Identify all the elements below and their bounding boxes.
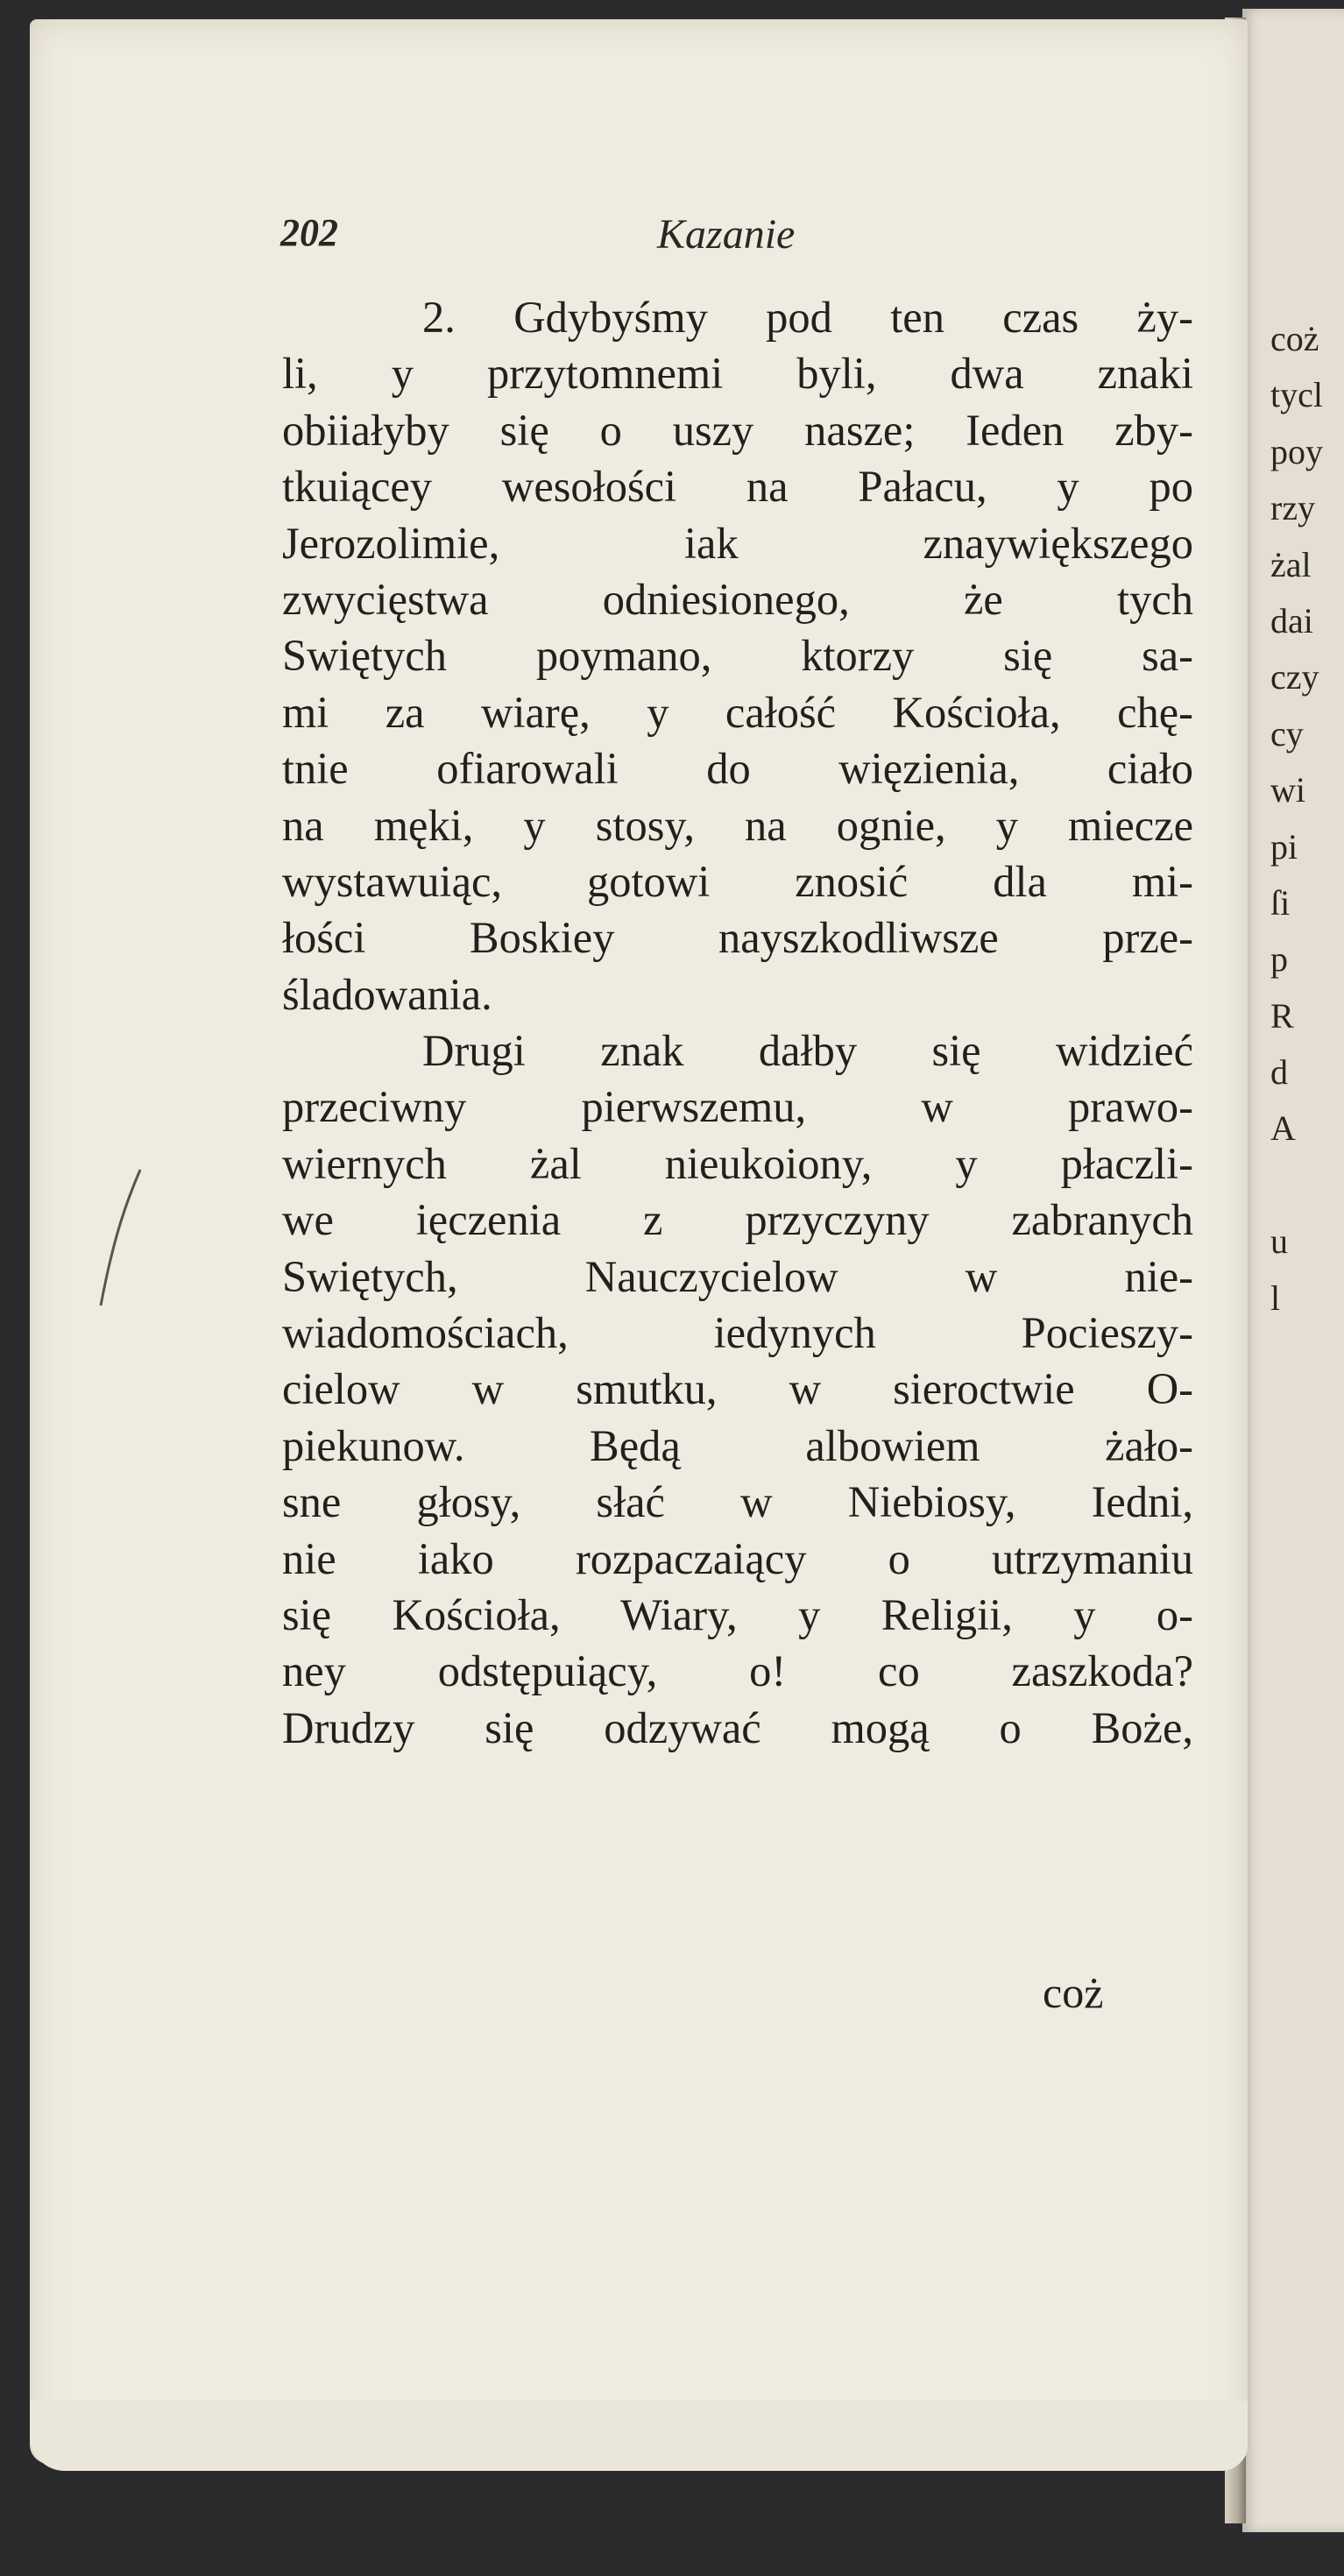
facing-line: p	[1270, 939, 1288, 980]
text-line: Swiętych poymano, ktorzy się sa-	[282, 631, 1193, 681]
text-line: ney odstępuiący, o! co zaszkoda?	[282, 1646, 1193, 1696]
text-line: przeciwny pierwszemu, w prawo-	[282, 1082, 1193, 1132]
facing-line: A	[1270, 1108, 1296, 1149]
facing-line: cy	[1270, 713, 1304, 754]
facing-line: d	[1270, 1052, 1288, 1093]
text-line: tkuiącey wesołości na Pałacu, y po	[282, 462, 1193, 512]
body-text	[282, 289, 1193, 1756]
page-bottom-edge	[30, 2401, 1248, 2471]
facing-line: dai	[1270, 600, 1313, 640]
facing-page-text	[1270, 311, 1344, 1327]
text-line: Swiętych, Nauczycielow w nie-	[282, 1251, 1193, 1301]
text-line: cielow w smutku, w sieroctwie O-	[282, 1364, 1193, 1414]
text-line: wystawuiąc, gotowi znosić dla mi-	[282, 856, 1193, 906]
text-line: śladowania.	[282, 969, 492, 1019]
catchword: coż	[1043, 1968, 1104, 2017]
text-line: Drugi znak dałby się widzieć	[422, 1026, 1193, 1076]
running-head: Kazanie	[657, 211, 796, 258]
text-line: się Kościoła, Wiary, y Religii, y o-	[282, 1589, 1193, 1639]
page-header	[280, 210, 1139, 263]
facing-line: czy	[1270, 657, 1319, 697]
facing-line: tycl	[1270, 375, 1323, 415]
text-line: tnie ofiarowali do więzienia, ciało	[282, 744, 1193, 794]
text-line: Drudzy się odzywać mogą o Boże,	[282, 1702, 1193, 1752]
facing-line: rzy	[1270, 488, 1316, 528]
text-line: obiiałyby się o uszy nasze; Ieden zby-	[282, 405, 1193, 455]
text-line: 2. Gdybyśmy pod ten czas ży-	[422, 293, 1193, 342]
facing-line: l	[1270, 1277, 1281, 1318]
text-line: li, y przytomnemi byli, dwa znaki	[282, 349, 1193, 399]
text-line: nie iako rozpaczaiący o utrzymaniu	[282, 1533, 1193, 1583]
page-number: 202	[280, 211, 338, 254]
facing-line	[1270, 1157, 1344, 1214]
facing-line: żal	[1270, 544, 1312, 584]
text-line: Jerozolimie, iak znaywiększego	[282, 518, 1193, 568]
facing-line: ſi	[1270, 882, 1291, 923]
facing-line: pi	[1270, 826, 1298, 867]
text-line: łości Boskiey nayszkodliwsze prze-	[282, 913, 1193, 963]
text-line: mi za wiarę, y całość Kościoła, chę-	[282, 687, 1193, 737]
facing-line: u	[1270, 1221, 1288, 1262]
text-line: na męki, y stosy, na ognie, y miecze	[282, 800, 1193, 850]
text-line: sne głosy, słać w Niebiosy, Iedni,	[282, 1477, 1193, 1527]
facing-line: wi	[1270, 770, 1305, 810]
facing-line: R	[1270, 995, 1294, 1036]
text-line: piekunow. Będą albowiem żało-	[282, 1420, 1193, 1470]
margin-pencil-mark	[92, 1165, 153, 1314]
text-line: zwycięstwa odniesionego, że tych	[282, 574, 1193, 624]
text-line: we ięczenia z przyczyny zabranych	[282, 1195, 1193, 1245]
facing-line: poy	[1270, 431, 1323, 471]
text-line: wiernych żal nieukoiony, y płaczli-	[282, 1138, 1193, 1188]
facing-line: coż	[1270, 319, 1319, 358]
text-line: wiadomościach, iedynych Pocieszy-	[282, 1308, 1193, 1358]
